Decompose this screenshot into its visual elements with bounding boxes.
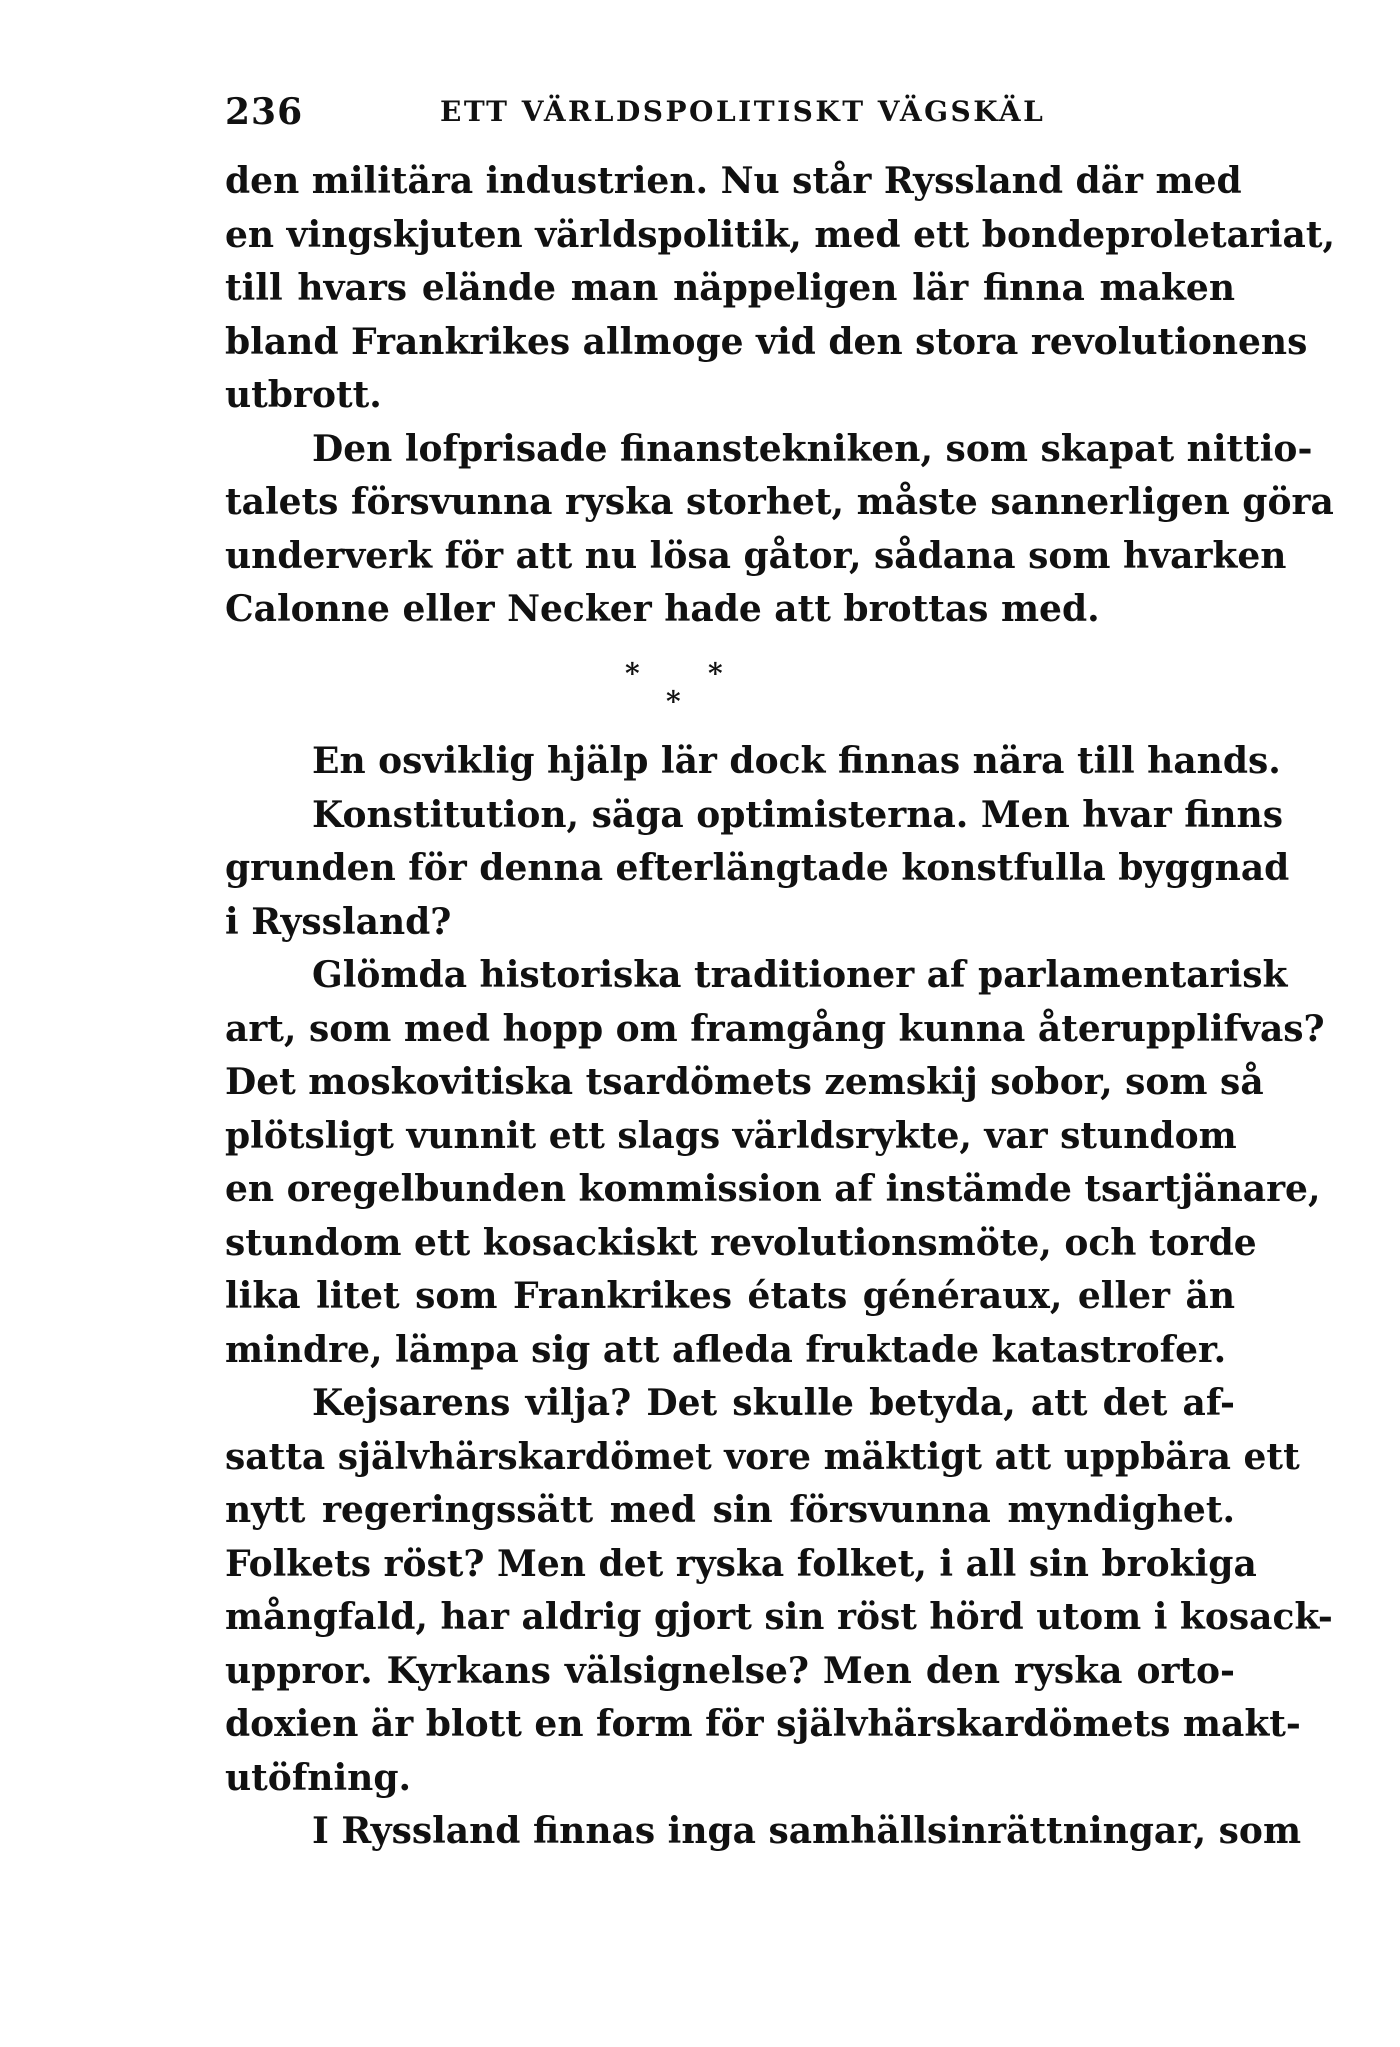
paragraph	[225, 1377, 1333, 1805]
text-block-after-break	[225, 735, 1333, 1859]
text-line: uppror. Kyrkans välsignelse? Men den ryska orto-	[225, 1649, 1235, 1692]
text-line: grunden för denna efterlängtade konstfulla byggnad	[225, 847, 1290, 889]
paragraph	[225, 155, 1336, 423]
text-line: plötsligt vunnit ett slags världsrykte, var stundom	[225, 1114, 1237, 1157]
text-line: I Ryssland finnas inga samhällsinrättningar, som	[312, 1810, 1302, 1852]
paragraph	[225, 735, 1290, 949]
text-line: art, som med hopp om framgång kunna återupplifvas?	[225, 1007, 1325, 1050]
text-line: satta självhärskardömet vore mäktigt att uppbära ett	[225, 1435, 1300, 1478]
text-line: Den lofprisade finanstekniken, som skapat nittio-	[312, 427, 1313, 470]
text-line: En osviklig hjälp lär dock finnas nära till hands.	[312, 740, 1281, 782]
text-line: mångfald, har aldrig gjort sin röst hörd utom i kosack-	[225, 1596, 1333, 1638]
text-line: Konstitution, säga optimisterna. Men hvar finns	[312, 793, 1283, 836]
text-line: lika litet som Frankrikes états généraux, eller än	[225, 1275, 1235, 1317]
paragraph	[225, 1805, 1302, 1859]
text-block-before-break	[225, 155, 1336, 637]
separator-asterisk: *	[708, 657, 723, 690]
text-line: en vingskjuten världspolitik, med ett bondeproletariat,	[225, 213, 1336, 256]
text-line: den militära industrien. Nu står Ryssland där med	[225, 160, 1242, 202]
text-line: bland Frankrikes allmoge vid den stora revolutionens	[225, 320, 1308, 363]
text-line: en oregelbunden kommission af instämde tsartjänare,	[225, 1168, 1321, 1210]
text-line: till hvars elände man näppeligen lär finna maken	[225, 267, 1235, 309]
text-line: Calonne eller Necker hade att brottas med.	[225, 588, 1100, 630]
paragraph	[225, 949, 1325, 1377]
text-line: underverk för att nu lösa gåtor, sådana som hvarken	[225, 534, 1287, 577]
text-line: mindre, lämpa sig att afleda fruktade katastrofer.	[225, 1328, 1227, 1371]
section-separator	[600, 648, 820, 718]
text-line: i Ryssland?	[225, 900, 452, 943]
text-line: utbrott.	[225, 374, 382, 416]
text-line: Folkets röst? Men det ryska folket, i all sin brokiga	[225, 1542, 1257, 1585]
text-line: Glömda historiska traditioner af parlamentarisk	[312, 954, 1288, 996]
separator-asterisk: *	[625, 657, 640, 690]
running-title: ETT VÄRLDSPOLITISKT VÄGSKÄL	[440, 95, 1046, 128]
separator-asterisk: *	[666, 685, 681, 718]
paragraph	[225, 423, 1334, 637]
text-line: talets försvunna ryska storhet, måste sannerligen göra	[225, 481, 1334, 523]
page-number: 236	[225, 91, 304, 133]
text-line: nytt regeringssätt med sin försvunna myndighet.	[225, 1489, 1235, 1531]
text-line: utöfning.	[225, 1756, 412, 1799]
text-line: Det moskovitiska tsardömets zemskij sobor, som så	[225, 1061, 1264, 1103]
page-header	[225, 82, 1235, 142]
text-line: Kejsarens vilja? Det skulle betyda, att det af-	[312, 1382, 1235, 1424]
text-line: stundom ett kosackiskt revolutionsmöte, och torde	[225, 1221, 1257, 1264]
text-line: doxien är blott en form för självhärskardömets makt-	[225, 1703, 1301, 1745]
